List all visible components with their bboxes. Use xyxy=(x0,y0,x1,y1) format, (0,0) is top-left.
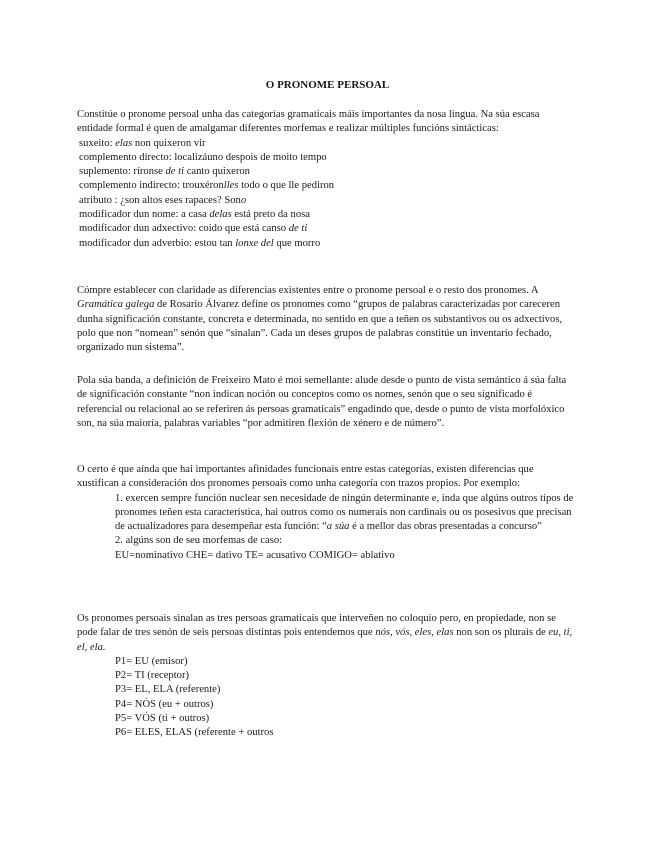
example-line: atributo : ¿son altos eses rapaces? Sono xyxy=(79,194,247,206)
paragraph-intro xyxy=(77,108,574,251)
document-title: O PRONOME PERSOAL xyxy=(265,79,390,91)
paragraph-differences: O certo é que aínda que hai importantes afinidades funcionais entre estas categorías, existen diferencias que xustifican a consideración dos pronomes persoais como unha categoría con trazos propios. Por exemplo: 1. exercen sempre función nuclear sen necesidade de ningún determinante e, inda que algúns outros tipos de pronomes teñen esta característica, hai outros como os numerais non cardinais ou os posesivos que precisan de actualizadores para desempeñar esta función: “a súa é a mellor das obras presentadas a concurso” 2. algúns son de seu morfemas de caso: EU=nominativo CHE= dativo TE= acusativo COMIGO= ablativo xyxy=(77,463,574,563)
list-item: 1. exercen sempre función nuclear sen necesidade de ningún determinante e, inda que algúns outros tipos de pronomes teñen esta característica, hai outros como os numerais non cardinais ou os posesivos que precisan de actualizadores para desempeñar esta función: “a súa é a mellor das obras presentadas a concurso” xyxy=(115,492,574,533)
person-item: P4= NÓS (eu + outros) xyxy=(115,698,214,710)
person-item: P5= VÓS (ti + outros) xyxy=(115,713,210,725)
example-line: suplemento: ríronse de ti canto quixeron xyxy=(79,166,250,178)
example-line: modificador dun adverbio: estou tan lonxe del que morro xyxy=(79,237,321,249)
example-line: suxeito: elas non quixeron vir xyxy=(79,137,206,149)
paragraph-text: Constitúe o pronome persoal unha das categorías gramaticais máis importantes da nosa lingua. Na súa escasa entidade formal é quen de amalgamar diferentes morfemas e realizar múltiples funcións sintácticas: xyxy=(77,109,540,135)
example-line: complemento directo: localizáuno despois de moito tempo xyxy=(79,151,327,163)
list-item: 2. algúns son de seu morfemas de caso: xyxy=(115,535,283,547)
example-line: complemento indirecto: trouxéronlles todo o que lle pediron xyxy=(79,180,335,192)
example-line: modificador dun nome: a casa delas está preto da nosa xyxy=(79,209,310,221)
book-title: Gramática galega xyxy=(77,299,155,311)
paragraph-freixeiro: Pola súa banda, a definición de Freixeiro Mato é moi semellante: alude desde o punto de vista semántico á súa falta de significación constante “non indican noción ou conceptos como os nomes, senón que o seu significado é referencial ou relacional ao se referiren ás persoas gramaticais” engadindo que, desde o punto de vista morfolóxico son, na súa maioría, palabras variables “por admitiren flexión de xénero e de número”. xyxy=(77,375,567,429)
person-item: P3= EL, ELA (referente) xyxy=(115,684,221,696)
person-item: P6= ELES, ELAS (referente + outros xyxy=(115,727,274,739)
paragraph-persons: Os pronomes persoais sinalan as tres persoas gramaticais que interveñen no coloquio pero, en propiedade, non se pode falar de tres senón de seis persoas distintas pois entendemos que nós, vós, eles, elas non son os plurais de eu, ti, el, ela. P1= EU (emisor) P2= TI (receptor) P3= EL, ELA (referente) P4= NÓS (eu + outros) P5= VÓS (ti + outros) P6= ELES, ELAS (referente + outros xyxy=(77,612,574,741)
person-item: P1= EU (emisor) xyxy=(115,655,188,667)
example-line: modificador dun adxectivo: coido que está canso de ti xyxy=(79,223,308,235)
paragraph-definition: Cómpre establecer con claridade as diferencias existentes entre o pronome persoal e o resto dos pronomes. A Gramática galega de Rosario Álvarez define os pronomes como “grupos de palabras caracterizadas por careceren dunha significación constante, concreta e determinada, no sentido en que a teñen os substantivos ou os adxectivos, polo que non “nomean” senón que “sinalan”. Cada un deses grupos de palabras constitúe un inventario fechado, organizado nun sistema”. xyxy=(77,285,563,354)
person-item: P2= TI (receptor) xyxy=(115,670,190,682)
case-line: EU=nominativo CHE= dativo TE= acusativo COMIGO= ablativo xyxy=(115,549,395,561)
